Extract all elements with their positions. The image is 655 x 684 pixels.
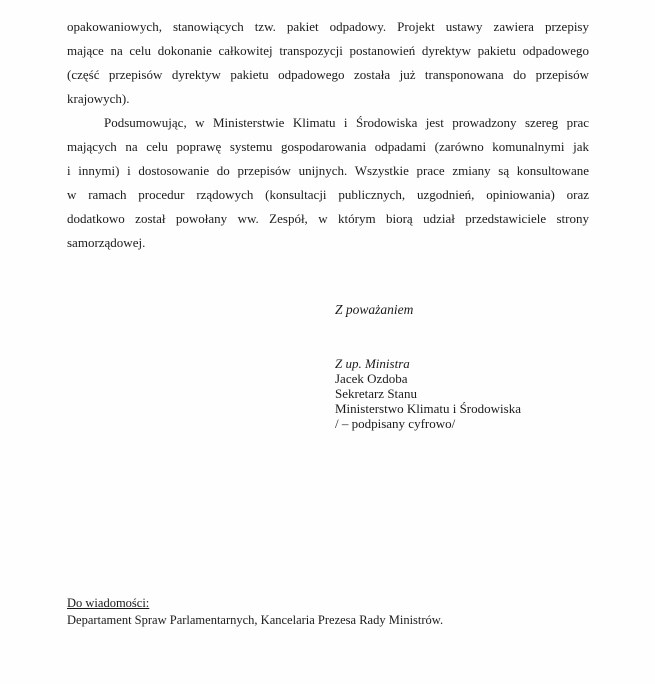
- signature-block: [335, 356, 521, 431]
- body-text-line: samorządowej.: [67, 235, 146, 250]
- signature-on-behalf: Z up. Ministra: [335, 356, 410, 371]
- body-text-line: krajowych).: [67, 91, 130, 106]
- valediction: Z poważaniem: [335, 302, 414, 317]
- paragraph-waste-package: [67, 15, 589, 111]
- paragraph-summary: [67, 111, 589, 255]
- letter-body: [67, 15, 589, 255]
- digital-signature-note: / – podpisany cyfrowo/: [335, 416, 456, 431]
- signature-name: Jacek Ozdoba: [335, 371, 408, 386]
- body-text-line: w ramach procedur rządowych (konsultacji publicznych, uzgodnień, opiniowania) oraz: [67, 187, 589, 202]
- signature-title: Sekretarz Stanu: [335, 386, 417, 401]
- body-text-line: mające na celu dokonanie całkowitej transpozycji postanowień dyrektyw pakietu odpadowego: [67, 43, 589, 58]
- body-text-line: dodatkowo został powołany ww. Zespół, w którym biorą udział przedstawiciele strony: [67, 211, 589, 226]
- body-text-line: (część przepisów dyrektyw pakietu odpadowego została już transponowana do przepisów: [67, 67, 589, 82]
- cc-recipients: Departament Spraw Parlamentarnych, Kancelaria Prezesa Rady Ministrów.: [67, 613, 444, 627]
- cc-label: Do wiadomości:: [67, 596, 150, 610]
- body-text-line: opakowaniowych, stanowiących tzw. pakiet odpadowy. Projekt ustawy zawiera przepisy: [67, 19, 589, 34]
- body-text-line: mających na celu poprawę systemu gospodarowania odpadami (zarówno komunalnymi jak: [67, 139, 589, 154]
- cc-footer: [67, 595, 443, 629]
- signature-organization: Ministerstwo Klimatu i Środowiska: [335, 401, 521, 416]
- body-text-line: i innymi) i dostosowanie do przepisów unijnych. Wszystkie prace zmiany są konsultowane: [67, 163, 589, 178]
- body-text-line: Podsumowując, w Ministerstwie Klimatu i Środowiska jest prowadzony szereg prac: [104, 115, 589, 130]
